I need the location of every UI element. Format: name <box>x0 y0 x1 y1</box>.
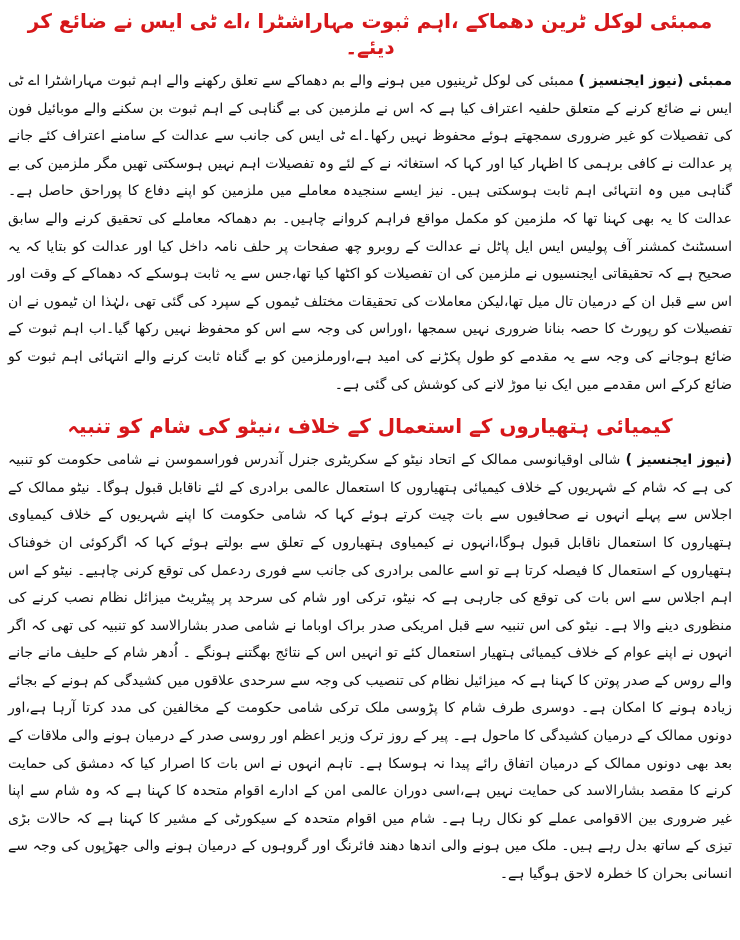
article-1-headline: ممبئی لوکل ٹرین دھماکے ،اہم ثبوت مہاراشٹرا ،اے ٹی ایس نے ضائع کر دیئے۔ <box>27 9 713 59</box>
article-1-text: ممبئی کی لوکل ٹرینیوں میں ہونے والے بم دھماکے سے تعلق رکھنے والے اہم ثبوت مہاراشٹرا اے ٹی ایس نے ضائع کرنے کے متعلق حلفیہ اعتراف کیا ہے کہ اس نے ملزمین کی بے گناہی کے اہم ثبوت بن سکنے والے موبائیل فون کی تفصیلات کو غیر ضروری سمجھتے ہوئے محفوظ نہیں رکھا۔اے ٹی ایس کی جانب سے عدالت کے سامنے اعتراف کئے جانے پر عدالت نے کافی برہمی کا اظہار کیا اور کہا کہ استغاثہ نے کے لئے وہ تفصیلات اہم نہیں ہوسکتی تھیں مگر ملزمین کی بے گناہی میں وہ انتہائی اہم ثابت ہوسکتی ہیں۔ نیز ایسے سنجیدہ معاملے میں ملزمین کو اپنے دفاع کا پوراحق حاصل ہے۔عدالت کا یہ بھی کہنا تھا کہ ملزمین کو مکمل مواقع فراہم کروانے چاہیں۔ بم دھماکہ معاملے کی تحقیق کرنے والے سابق اسسٹنٹ کمشنر آف پولیس ایس ایل پاٹل نے عدالت کے روبرو چھ صفحات پر حلف نامہ داخل کیا اور عدالت کو بتایا کہ یہ صحیح ہے کہ تحقیقاتی ایجنسیوں نے ملزمین کی ان تفصیلات کو اکٹھا کیا تھا،جس سے یہ ثابت ہوسکے کہ دھماکے کے وقت اور اس سے قبل ان کے درمیان تال میل تھا،لیکن معاملات کی تحقیقات مختلف ٹیموں کے سپرد کی گئی تھی ،لہٰذا ان ٹیموں نے ان تفصیلات کو رپورٹ کا حصہ بنانا ضروری نہیں سمجھا ،اوراس کی وجہ سے اس کو محفوظ نہیں رکھا گیا۔اب اہم ثبوت کے ضائع ہوجانے کی وجہ سے یہ مقدمے کو طول پکڑنے کی امید ہے،اورملزمین کو بے گناہ ثابت کرنے والے انتہائی اہم ثبوت کو ضائع کرکے اس مقدمے میں ایک نیا موڑ لانے کی کوشش کی گئی ہے۔ <box>8 73 732 393</box>
article-2-dateline: (نیوز ایجنسیز ) <box>625 452 733 469</box>
article-2-body <box>8 447 732 889</box>
article-1-body <box>8 68 732 399</box>
article-separator <box>8 399 732 411</box>
article-2-text: شالی اوقیانوسی ممالک کے اتحاد نیٹو کے سکریٹری جنرل آندرس فوراسموسن نے شامی حکومت کو تنبیہ کی ہے کہ شام کے شہریوں کے خلاف کیمیائی ہتھیاروں کا استعمال عالمی برادری کے لئے ناقابل قبول ہوگا۔ نیٹو ممالک کے اجلاس سے پہلے انہوں نے صحافیوں سے بات چیت کرتے ہوئے کہا کہ شامی حکومت کا اپنے شہریوں کے خلاف کیمیاوی ہتھیاروں کا استعمال ناقابل قبول ہوگا،انہوں نے کیمیاوی ہتھیاروں کے تعلق سے بولتے ہوئے کہا کہ اگرکوئی ان خوفناک ہتھیاروں کے استعمال کا فیصلہ کرتا ہے تو اسے عالمی برادری کی جانب سے فوری ردعمل کی توقع کرنی چاہیے۔ نیٹو کے اس اہم اجلاس سے اس بات کی توقع کی جارہی ہے کہ نیٹو، ترکی اور شام کی سرحد پر پیٹریٹ میزائل نظام نصب کرنے کی منظوری دینے والا ہے۔ نیٹو کی اس تنبیہ سے قبل امریکی صدر براک اوباما نے شامی صدر بشارالاسد کو تنبیہ کی تھی کہ اگر انہوں نے اپنے عوام کے خلاف کیمیائی ہتھیار استعمال کئے تو انہیں اس کے نتائج بھگتنے ہونگے ۔ اُدھر شام کے حلیف مانے جانے والے روس کے صدر پوتن کا کہنا ہے کہ میزائیل نظام کی تنصیب کی وجہ سے سرحدی علاقوں میں کشیدگی کم ہونے کے بجائے زیادہ ہونے کا امکان ہے۔ دوسری طرف شام کا پڑوسی ملک ترکی شامی حکومت کے مخالفین کی مدد کرتا آرہا ہے،اور دونوں ممالک کے درمیان کشیدگی کا ماحول ہے۔ پیر کے روز ترک وزیر اعظم اور روسی صدر کے درمیان ہونے والی ملاقات کے بعد بھی دونوں ممالک کے درمیان اتفاق رائے پیدا نہ ہوسکا ہے۔ تاہم انہوں نے اس بات کا اصرار کیا کہ دمشق کی حمایت کرنے کا مقصد بشارالاسد کی حمایت نہیں ہے،اسی دوران عالمی امن کے ادارے اقوام متحدہ کا کہنا ہے کہ وہ شام سے اپنا غیر ضروری بین الاقوامی عملے کو نکال رہا ہے۔ شام میں اقوام متحدہ کے سیکورٹی کے مشیر کا کہنا ہے کہ حالات بڑی تیزی کے ساتھ بدل رہے ہیں۔ ملک میں ہونے والی اندھا دھند فائرنگ اور گروہوں کے درمیان ہونے والی جھڑپوں کی وجہ سے انسانی بحران کا خطرہ لاحق ہوگیا ہے۔ <box>8 452 732 883</box>
article-1-dateline: ممبئی (نیوز ایجنسیز ) <box>578 73 732 89</box>
article-2-headline: کیمیائی ہتھیاروں کے استعمال کے خلاف ،نیٹو کی شام کو تنبیہ <box>67 414 673 439</box>
